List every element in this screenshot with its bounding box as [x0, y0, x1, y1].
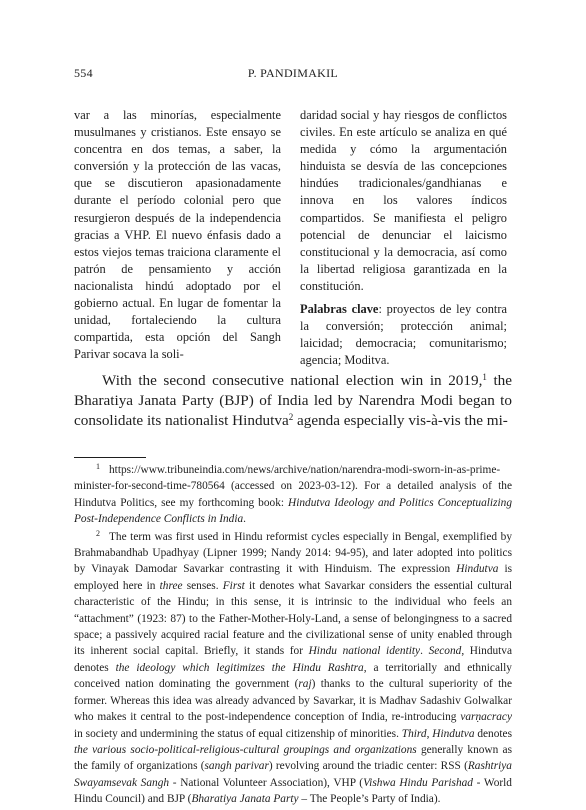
footnote-2-mark: 2 [96, 528, 100, 538]
footnotes [74, 462, 512, 808]
footnote-1 [74, 462, 512, 528]
page-number: 554 [74, 66, 93, 80]
fn2-italic: varṇacracy [460, 711, 512, 724]
fn2-text: denotes [474, 727, 512, 740]
fn2-text: , a territorially and ethnically conceived nation dominating the government ( [74, 661, 512, 691]
fn2-text: is employed here in [74, 563, 513, 592]
fn2-text: - World Hindu Council) and BJP ( [74, 776, 512, 806]
fn2-italic: three [159, 579, 183, 592]
fn2-text: ) revolving around the triadic center: RSS ( [268, 760, 468, 773]
abstract-left-column [74, 107, 281, 363]
running-head: P. PANDIMAKIL [247, 66, 339, 80]
body-text-3: agenda especially vis-à-vis the mi- [293, 412, 508, 429]
fn2-text: it denotes what Savarkar considers the essential cultural characteristic of the Hindu; in this sense, it is intrinsic to the individual who feels an “attachment” (1923: 87) to the Father-Mother-Holy-Land, a sense of belongingness to a sacred space; a passively acquired racial feature and the civilizational sense of unity enabled through its inherent social capital. Briefly, it stands for [74, 579, 512, 658]
body-text-2: the Bharatiya Janata Party (BJP) of India led by Narendra Modi began to consolidate its nationalist Hindutva [74, 372, 513, 429]
fn2-italic: Vishwa Hindu Parishad [363, 776, 473, 789]
abstract-text-left: var a las minorías, especialmente musulmanes y cristianos. Este ensayo se concentra en dos temas, a saber, la conversión y la protección de las vacas, que se discutieron apasionadamente durante el período colonial pero que resurgieron después de la independencia gracias a VHP. El nuevo énfasis dado a estos viejos temas traiciona claramente el patrón de pensamiento y acción nacionalista hindú adoptado por el gobierno actual. En lugar de fomentar la unidad, fortaleciendo la cultura compartida, esta opción del Sangh Parivar socava la soli- [74, 108, 281, 362]
footnote-1-mark: 1 [96, 462, 100, 471]
fn2-text: - National Volunteer Association), VHP ( [169, 776, 364, 789]
fn2-italic: sangh parivar [204, 760, 269, 773]
fn2-italic: First [222, 579, 245, 592]
fn2-text: ) thanks to the cultural superiority of the former. Whereas this idea was already advanced by Savarkar, it is Madhav Sadashiv Golwalkar who makes it central to the post-independence conception of India, re-introducing [74, 678, 512, 724]
fn2-text: , [426, 727, 433, 740]
abstract-text-right: daridad social y hay riesgos de conflictos civiles. En este artículo se analiza en qué medida y cómo la argumentación hinduista se desvía de las concepciones hindúes tradicionales/gandhianas e innova en los valores índicos compartidos. Se manifiesta el peligro potencial de denunciar el laicismo constitucional y la democracia, así como la libertad religiosa garantizada en la constitución. [300, 108, 507, 293]
fn2-text: . [420, 645, 429, 658]
fn2-text: The term was first used in Hindu reformist cycles especially in Bengal, exemplified by Brahmabandhab Upadhyay (Lipner 1999; Nandy 2014: 94-95), and later adopted into politics by Vinayak Damodar Savarkar contrasting it with Hinduism. The expression [74, 530, 512, 576]
fn2-italic: raj [298, 678, 312, 691]
fn2-italic: Hindutva [432, 727, 475, 740]
footnote-2 [74, 529, 512, 808]
footnote-divider [74, 457, 146, 458]
fn2-text: , Hindutva denotes [74, 645, 513, 674]
fn2-italic: Third [401, 727, 427, 740]
fn2-italic: Hindu national identity [308, 645, 421, 658]
body-paragraph [74, 371, 512, 431]
footnote-1-text: https://www.tribuneindia.com/news/archive/nation/narendra-modi-sworn-in-as-prime-minister-for-second-time-780564 (accessed on 2023-03-12). For a detailed analysis of the Hindutva Politics, see my forthcoming book: [74, 464, 512, 509]
fn2-italic: Bharatiya Janata Party [191, 793, 299, 806]
footnote-1-end: . [243, 513, 247, 526]
fn2-italic: the ideology which legitimizes the Hindu Rashtra [115, 661, 364, 674]
fn2-text: in society and undermining the status of equal citizenship of minorities. [74, 727, 402, 740]
fn2-text: senses. [182, 579, 223, 592]
footnote-ref-2[interactable]: 2 [288, 412, 294, 422]
fn2-italic: Rashtriya Swayamsevak Sangh [74, 760, 512, 789]
fn2-italic: Hindutva [456, 563, 499, 576]
abstract-right-column [300, 107, 507, 369]
footnote-1-book-title: Hindutva Ideology and Politics Conceptualizing Post-Independence Conflicts in India [74, 496, 512, 526]
body-text-1: With the second consecutive national election win in 2019, [102, 372, 483, 389]
keywords-text: : proyectos de ley contra la conversión; protección animal; laicidad; democracia; comunitarismo; agencia; Moditva. [300, 302, 507, 368]
keywords [300, 301, 507, 369]
fn2-italic: the various socio-political-religious-cultural groupings and organizations [74, 743, 417, 756]
footnote-ref-1[interactable]: 1 [482, 372, 487, 382]
page-header [74, 66, 512, 82]
fn2-text: – The People’s Party of India). [298, 793, 441, 806]
fn2-italic: Second [428, 645, 462, 658]
keywords-label: Palabras clave [300, 302, 379, 317]
fn2-text: generally known as the family of organizations ( [74, 743, 512, 773]
